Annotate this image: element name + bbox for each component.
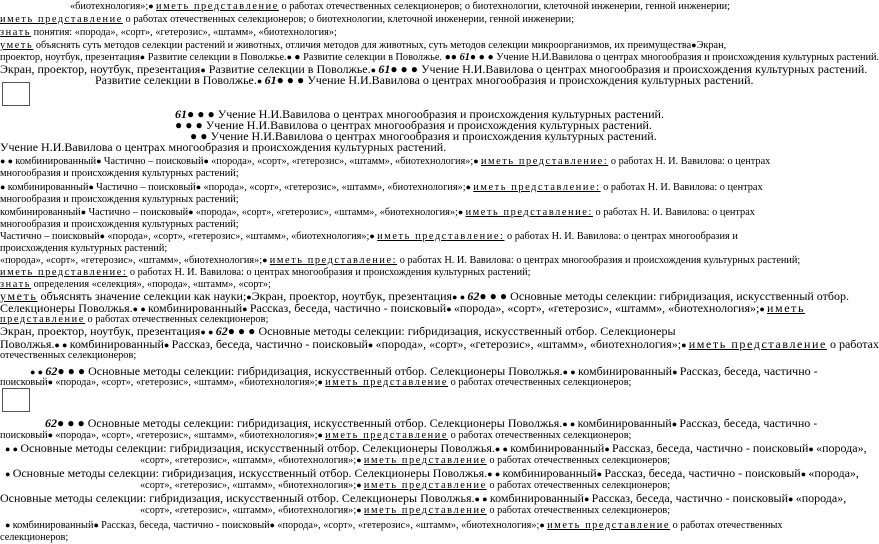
bullet-icon: ●	[369, 231, 378, 241]
text-run: отечественных селекционеров;	[0, 350, 137, 361]
bullet-icon: ●	[269, 520, 278, 530]
text-line	[0, 167, 816, 180]
text-line	[0, 376, 816, 389]
text-run: знать	[0, 27, 32, 38]
text-run: «порода», «сорт», «гетерозис», «штамм», «биотехнология»;	[55, 377, 318, 388]
text-run: о работах отечественных селекционеров;	[486, 455, 671, 466]
bullet-icon: ●	[759, 304, 768, 314]
text-run: комбинированный	[510, 441, 605, 455]
bullet-icon: ●	[5, 469, 13, 479]
bullet-icon: ●	[457, 207, 466, 217]
bullet-icon: ●	[465, 182, 474, 192]
bullet-icon: ●	[800, 469, 809, 479]
text-run: Учение Н.И.Вавилова о центрах многообразия и происхождения культурных растений.	[304, 73, 754, 87]
bullet-icon: ●	[356, 505, 364, 515]
text-run: Учение Н.И.Вавилова о центрах многообразия и происхождения культурных растений.	[493, 52, 879, 63]
text-run: о работах Н. И. Вавилова: о центрах многообразия и происхождения культурных растений;	[127, 267, 531, 278]
text-line	[0, 193, 816, 206]
text-run: определения «селекция», «порода», «штамм», «сорт»;	[31, 279, 271, 290]
text-run: «сорт», «гетерозис», «штамм», «биотехнология»;	[140, 505, 357, 516]
text-run: 62● ● ●	[45, 416, 85, 430]
text-run: «порода», «сорт», «гетерозис», «штамм», «биотехнология»;	[375, 337, 682, 351]
text-run: ●● 61● ● ●	[444, 52, 494, 63]
text-run: иметь представление:	[0, 267, 128, 278]
bullet-icon: ●	[203, 156, 212, 166]
text-run: 61● ● ●	[264, 73, 305, 87]
text-line	[140, 504, 816, 517]
text-run: иметь представление:	[465, 207, 593, 218]
bullet-icon: ●	[5, 520, 13, 530]
text-run: 61● ● ●	[175, 107, 215, 121]
bullet-icon: ● ●	[487, 469, 503, 479]
text-run: многообразия и происхождения культурных растений;	[0, 194, 239, 205]
bullet-icon: ●	[446, 304, 454, 314]
bullet-icon: ● ●	[452, 292, 468, 302]
text-run: проектор, ноутбук, презентация	[0, 52, 140, 63]
text-run: уметь	[0, 289, 38, 303]
bullet-icon: ●	[681, 340, 689, 350]
text-run: Развитие селекции в Поволжье.	[145, 52, 287, 63]
text-run: иметь представление	[155, 1, 279, 12]
bullet-icon: ● ●	[562, 419, 578, 429]
text-run: ● ●	[190, 129, 208, 143]
text-run: Рассказ, беседа, частично -	[679, 416, 818, 430]
text-run: Рассказ, беседа, частично - поисковый	[171, 337, 368, 351]
bullet-icon: ● ●	[5, 444, 21, 454]
bullet-icon: ●	[367, 340, 376, 350]
text-run: о работах отечественных селекционеров;	[84, 314, 269, 325]
bullet-icon: ●	[672, 367, 680, 377]
text-run: комбинированный	[0, 207, 81, 218]
text-run: комбинированный	[489, 491, 584, 505]
bullet-icon: ●	[317, 430, 326, 440]
text-run: о работах отечественных селекционеров; о биотехнологии, клеточной инженерии, генной инженерии;	[122, 14, 575, 25]
text-run: Развитие селекции в Поволжье.	[205, 62, 371, 76]
bullet-icon: ● ●	[200, 327, 216, 337]
bullet-icon: ●	[80, 207, 89, 217]
text-run: уметь	[0, 40, 34, 51]
text-run: комбинированный	[577, 416, 672, 430]
text-line	[0, 349, 816, 362]
bullet-icon: ●	[47, 430, 56, 440]
bullet-icon: ● ●	[562, 367, 578, 377]
bullet-icon: ●	[317, 377, 326, 387]
text-run: Экран, проектор, ноутбук, презентация	[0, 324, 201, 338]
bullet-icon: ●	[262, 255, 270, 265]
text-run: Рассказ, беседа, частично - поисковый	[612, 441, 809, 455]
text-run: представление	[0, 314, 85, 325]
text-run: «порода»,	[816, 441, 867, 455]
text-run: иметь представление	[325, 430, 449, 441]
bullet-icon: ●	[88, 182, 97, 192]
text-run: селекционеров;	[0, 532, 69, 543]
bullet-icon: ●	[188, 207, 196, 217]
text-run: «порода», «сорт», «гетерозис», «штамм», «биотехнология»;	[203, 182, 466, 193]
text-run: Рассказ, беседа, частично - поисковый	[249, 301, 447, 315]
text-run: иметь представление	[688, 337, 827, 351]
bullet-icon: ●	[96, 156, 104, 166]
text-run: «порода»,	[795, 491, 847, 505]
text-run: иметь представление	[0, 14, 123, 25]
text-run: комбинированный	[69, 337, 164, 351]
text-run: о работах отечественных селекционеров;	[486, 480, 671, 491]
text-run: о работах Н. И. Вавилова: о центрах многообразия и происхождения культурных растений;	[397, 255, 801, 266]
bullet-icon: ● ●	[30, 367, 46, 377]
text-run: Основные методы селекции: гибридизация, искусственный отбор. Селекционеры Поволжья.	[12, 466, 488, 480]
text-run: Частично – поисковый	[103, 156, 204, 167]
bullet-icon: ● ●	[132, 304, 149, 314]
text-run: Частично – поисковый	[96, 182, 196, 193]
bullet-icon: ●	[99, 231, 108, 241]
text-run: «порода»,	[808, 466, 859, 480]
text-run: «сорт», «гетерозис», «штамм», «биотехнология»;	[140, 480, 357, 491]
text-run: о работах отечественных селекционеров; о биотехнологии, клеточной инженерии, генной инженерии;	[278, 1, 731, 12]
text-run: комбинированный	[502, 466, 597, 480]
text-run: 61● ● ●	[378, 62, 419, 76]
text-run: Поволжья.	[0, 337, 55, 351]
bullet-icon: ●	[671, 419, 680, 429]
bullet-icon: ●	[596, 469, 605, 479]
text-run: иметь представление:	[480, 156, 609, 167]
text-run: Экран, проектор, ноутбук, презентация	[0, 62, 201, 76]
text-run: комбинированный	[12, 520, 94, 531]
text-run: иметь	[767, 301, 806, 315]
text-run: комбинированный	[7, 182, 89, 193]
text-run: ● ● ●	[175, 118, 203, 132]
text-run: иметь представление:	[377, 231, 505, 242]
text-run: о работах отечественных селекционеров;	[448, 430, 632, 441]
text-run: иметь представление:	[473, 182, 601, 193]
text-run: Основные методы селекции: гибридизация, искусственный отбор. Селекционеры	[255, 324, 676, 338]
text-run: о работах Н. И. Вавилова: о центрах многообразия и	[504, 231, 738, 242]
bullet-icon: ●	[808, 444, 817, 454]
text-run: понятия: «порода», «сорт», «гетерозис», «штамм», «биотехнология»;	[31, 27, 337, 38]
text-run: о работах Н. И. Вавилова: о центрах	[608, 156, 771, 167]
text-run: Экран, проектор, ноутбук, презентация	[251, 289, 453, 303]
text-run: многообразия и происхождения культурных растений;	[0, 219, 239, 230]
empty-table-cell-bottom	[2, 388, 30, 412]
text-run: Учение Н.И.Вавилова о центрах многообразия и происхождения культурных растений.	[207, 129, 657, 143]
text-run: иметь представление	[363, 505, 487, 516]
text-run: «сорт», «гетерозис», «штамм», «биотехнология»;	[140, 455, 357, 466]
bullet-icon: ●	[0, 182, 8, 192]
text-run: Основные методы селекции: гибридизация, искусственный отбор. Селекционеры Поволжья.	[20, 441, 495, 455]
text-run: 62● ● ●	[467, 289, 508, 303]
text-line	[70, 0, 816, 13]
text-run: о работах Н. И. Вавилова: о центрах	[600, 182, 763, 193]
bullet-icon: ●	[356, 480, 364, 490]
text-run: Учение Н.И.Вавилова о центрах многообразия и происхождения культурных растений.	[0, 140, 447, 154]
bullet-icon: ●	[583, 494, 592, 504]
text-line	[0, 140, 816, 154]
text-run: многообразия и происхождения культурных растений;	[0, 168, 239, 179]
text-run: «порода», «сорт», «гетерозис», «штамм», «биотехнология»;	[195, 207, 458, 218]
text-run: знать	[0, 279, 32, 290]
bullet-icon: ●	[473, 156, 481, 166]
text-line	[0, 531, 816, 544]
text-run: комбинированный	[577, 364, 673, 378]
text-run: 62● ● ●	[215, 324, 256, 338]
bullet-icon: ●	[148, 1, 156, 11]
text-run: поисковый	[0, 430, 48, 441]
bullet-icon: ●	[47, 377, 56, 387]
text-run: «порода», «сорт», «гетерозис», «штамм», «биотехнология»;	[0, 255, 263, 266]
bullet-icon: ● ●	[0, 156, 16, 166]
text-run: Рассказ, беседа, частично -	[679, 364, 818, 378]
text-run: Основные методы селекции: гибридизация, искусственный отбор. Селекционеры Поволжья.	[84, 416, 563, 430]
text-run: Основные методы селекции: гибридизация, искусственный отбор. Селекционеры Поволжья.	[85, 364, 563, 378]
bullet-icon: ●	[246, 292, 252, 302]
bullet-icon: ●	[370, 65, 379, 75]
bullet-icon: ●	[139, 52, 146, 62]
bullet-icon: ●	[195, 182, 204, 192]
text-run: ● Развитие селекции в Поволжье.	[294, 52, 445, 63]
text-run: «биотехнология»;	[70, 1, 149, 12]
bullet-icon: ● ●	[54, 340, 70, 350]
text-run: поисковый	[0, 377, 48, 388]
text-run: о работах Н. И. Вавилова: о центрах	[592, 207, 755, 218]
bullet-icon: ●	[200, 65, 206, 75]
text-run: «порода», «сорт», «гетерозис», «штамм», «биотехнология»;	[211, 156, 474, 167]
bullet-icon: ● ●	[474, 494, 490, 504]
text-run: Учение Н.И.Вавилова о центрах многообразия и происхождения культурных растений.	[202, 118, 652, 132]
text-run: Селекционеры Поволжья.	[0, 301, 133, 315]
bullet-icon: ●	[356, 455, 364, 465]
bullet-icon: ●	[256, 76, 265, 86]
text-run: Развитие селекции в Поволжье.	[95, 73, 257, 87]
bullet-icon: ●	[163, 340, 172, 350]
text-run: о работах отечественных селекционеров;	[448, 377, 632, 388]
text-run: иметь представление	[363, 455, 487, 466]
text-run: Основные методы селекции: гибридизация, искусственный отбор. Селекционеры Поволжья.	[0, 491, 475, 505]
text-line	[95, 73, 816, 88]
empty-table-cell-top	[2, 82, 30, 106]
bullet-icon: ●	[93, 520, 102, 530]
text-run: иметь представление	[325, 377, 449, 388]
text-line	[0, 13, 816, 26]
text-run: объяснять суть методов селекции растений и животных, отличия методов для животных, суть методов селекции микроорганизмов, их преимущества	[33, 40, 692, 51]
text-run: Частично – поисковый	[88, 207, 189, 218]
text-line	[0, 26, 816, 39]
text-run: комбинированный	[148, 301, 243, 315]
text-run: «порода», «сорт», «гетерозис», «штамм», «биотехнология»;	[277, 520, 540, 531]
bullet-icon: ● ●	[494, 444, 511, 454]
text-run: «порода», «сорт», «гетерозис», «штамм», «биотехнология»;	[453, 301, 760, 315]
text-run: «порода», «сорт», «гетерозис», «штамм», «биотехнология»;	[55, 430, 318, 441]
text-run: Учение Н.И.Вавилова о центрах многообразия и происхождения культурных растений.	[418, 62, 868, 76]
text-run: иметь представление	[363, 480, 487, 491]
bullet-icon: ●	[539, 520, 548, 530]
text-run: иметь представление	[547, 520, 671, 531]
bullet-icon: ●	[788, 494, 796, 504]
text-run: Рассказ, беседа, частично - поисковый	[101, 520, 270, 531]
text-run: Экран,	[696, 40, 727, 51]
text-run: Основные методы селекции: гибридизация, искусственный отбор.	[507, 289, 849, 303]
text-run: о работах	[826, 337, 879, 351]
text-run: «порода», «сорт», «гетерозис», «штамм», «биотехнология»;	[107, 231, 370, 242]
text-run: Рассказ, беседа, частично - поисковый	[604, 466, 801, 480]
text-run: Рассказ, беседа, частично - поисковый	[591, 491, 789, 505]
bullet-icon: ●	[691, 40, 697, 50]
text-run: о работах отечественных селекционеров;	[486, 505, 671, 516]
bullet-icon: ●	[286, 52, 295, 62]
text-run: о работах отечественных	[670, 520, 783, 531]
text-run: Учение Н.И.Вавилова о центрах многообразия и происхождения культурных растений.	[214, 107, 664, 121]
text-run: 62● ● ●	[45, 364, 86, 378]
text-run: комбинированный	[15, 156, 97, 167]
text-run: объяснять значение селекции как науки;	[37, 289, 247, 303]
text-run: происхождения культурных растений;	[0, 243, 168, 254]
text-run: Частично – поисковый	[0, 231, 100, 242]
bullet-icon: ●	[604, 444, 613, 454]
text-run: иметь представление:	[269, 255, 398, 266]
bullet-icon: ●	[242, 304, 250, 314]
